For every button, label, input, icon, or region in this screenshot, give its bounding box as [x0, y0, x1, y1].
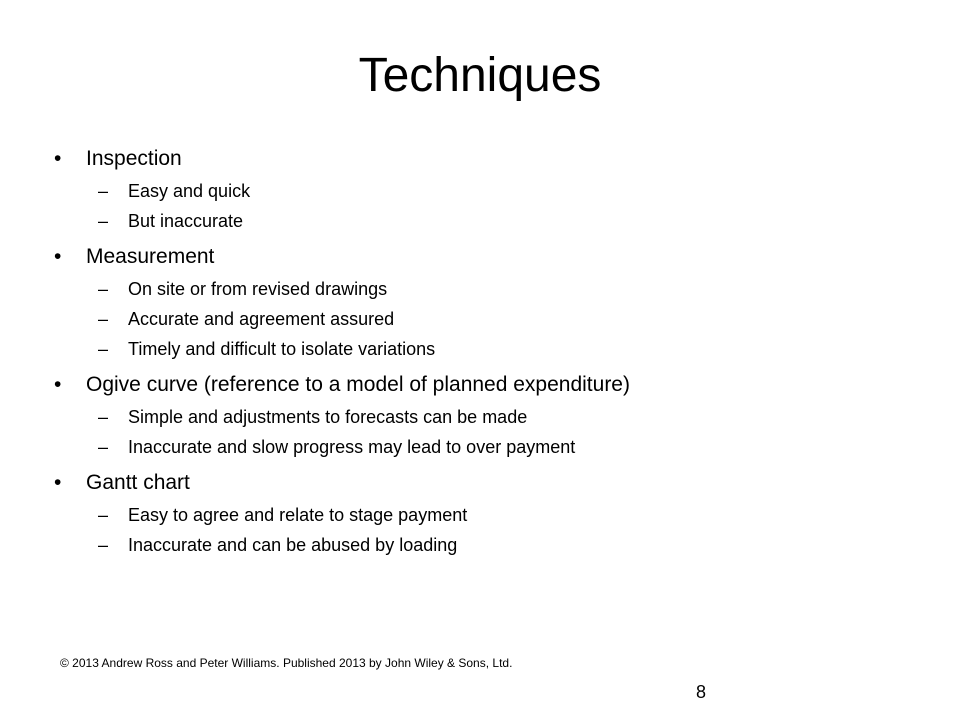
- bullet-text: Ogive curve (reference to a model of planned expenditure): [86, 373, 630, 396]
- sub-bullet-item: [48, 304, 908, 334]
- sub-bullet-text: Inaccurate and slow progress may lead to over payment: [128, 437, 576, 457]
- sub-bullet-item: [48, 432, 908, 462]
- sub-bullet-list: [48, 402, 908, 462]
- sub-bullet-item: [48, 500, 908, 530]
- sub-bullet-item: [48, 402, 908, 432]
- dash-icon: –: [98, 437, 109, 457]
- bullet-item: [48, 468, 908, 498]
- dash-icon: –: [98, 279, 109, 299]
- slide-title: Techniques: [358, 49, 602, 102]
- sub-bullet-list: [48, 176, 908, 236]
- sub-bullet-item: [48, 206, 908, 236]
- dash-icon: –: [98, 407, 109, 427]
- dash-icon: –: [98, 309, 109, 329]
- bullet-text: Inspection: [86, 147, 182, 170]
- sub-bullet-text: Easy to agree and relate to stage payment: [128, 505, 468, 525]
- sub-bullet-text: But inaccurate: [128, 211, 244, 231]
- sub-bullet-item: [48, 530, 908, 560]
- sub-bullet-list: [48, 274, 908, 364]
- sub-bullet-item: [48, 334, 908, 364]
- dash-icon: –: [98, 211, 109, 231]
- dash-icon: –: [98, 505, 109, 525]
- bullet-item: [48, 144, 908, 174]
- dash-icon: –: [98, 181, 109, 201]
- bullet-list: [48, 140, 908, 566]
- bullet-icon: •: [54, 471, 62, 494]
- sub-bullet-text: On site or from revised drawings: [128, 279, 388, 299]
- bullet-icon: •: [54, 373, 62, 396]
- bullet-icon: •: [54, 245, 62, 268]
- bullet-item: [48, 242, 908, 272]
- dash-icon: –: [98, 339, 109, 359]
- copyright-footer: © 2013 Andrew Ross and Peter Williams. Published 2013 by John Wiley & Sons, Ltd.: [60, 656, 513, 670]
- bullet-icon: •: [54, 147, 62, 170]
- bullet-item: [48, 370, 908, 400]
- sub-bullet-text: Accurate and agreement assured: [128, 309, 395, 329]
- bullet-text: Gantt chart: [86, 471, 190, 494]
- sub-bullet-item: [48, 274, 908, 304]
- dash-icon: –: [98, 535, 109, 555]
- sub-bullet-text: Inaccurate and can be abused by loading: [128, 535, 458, 555]
- sub-bullet-text: Timely and difficult to isolate variations: [128, 339, 436, 359]
- bullet-text: Measurement: [86, 245, 215, 268]
- page-number: 8: [696, 682, 707, 702]
- sub-bullet-text: Easy and quick: [128, 181, 251, 201]
- sub-bullet-item: [48, 176, 908, 206]
- sub-bullet-text: Simple and adjustments to forecasts can be made: [128, 407, 528, 427]
- sub-bullet-list: [48, 500, 908, 560]
